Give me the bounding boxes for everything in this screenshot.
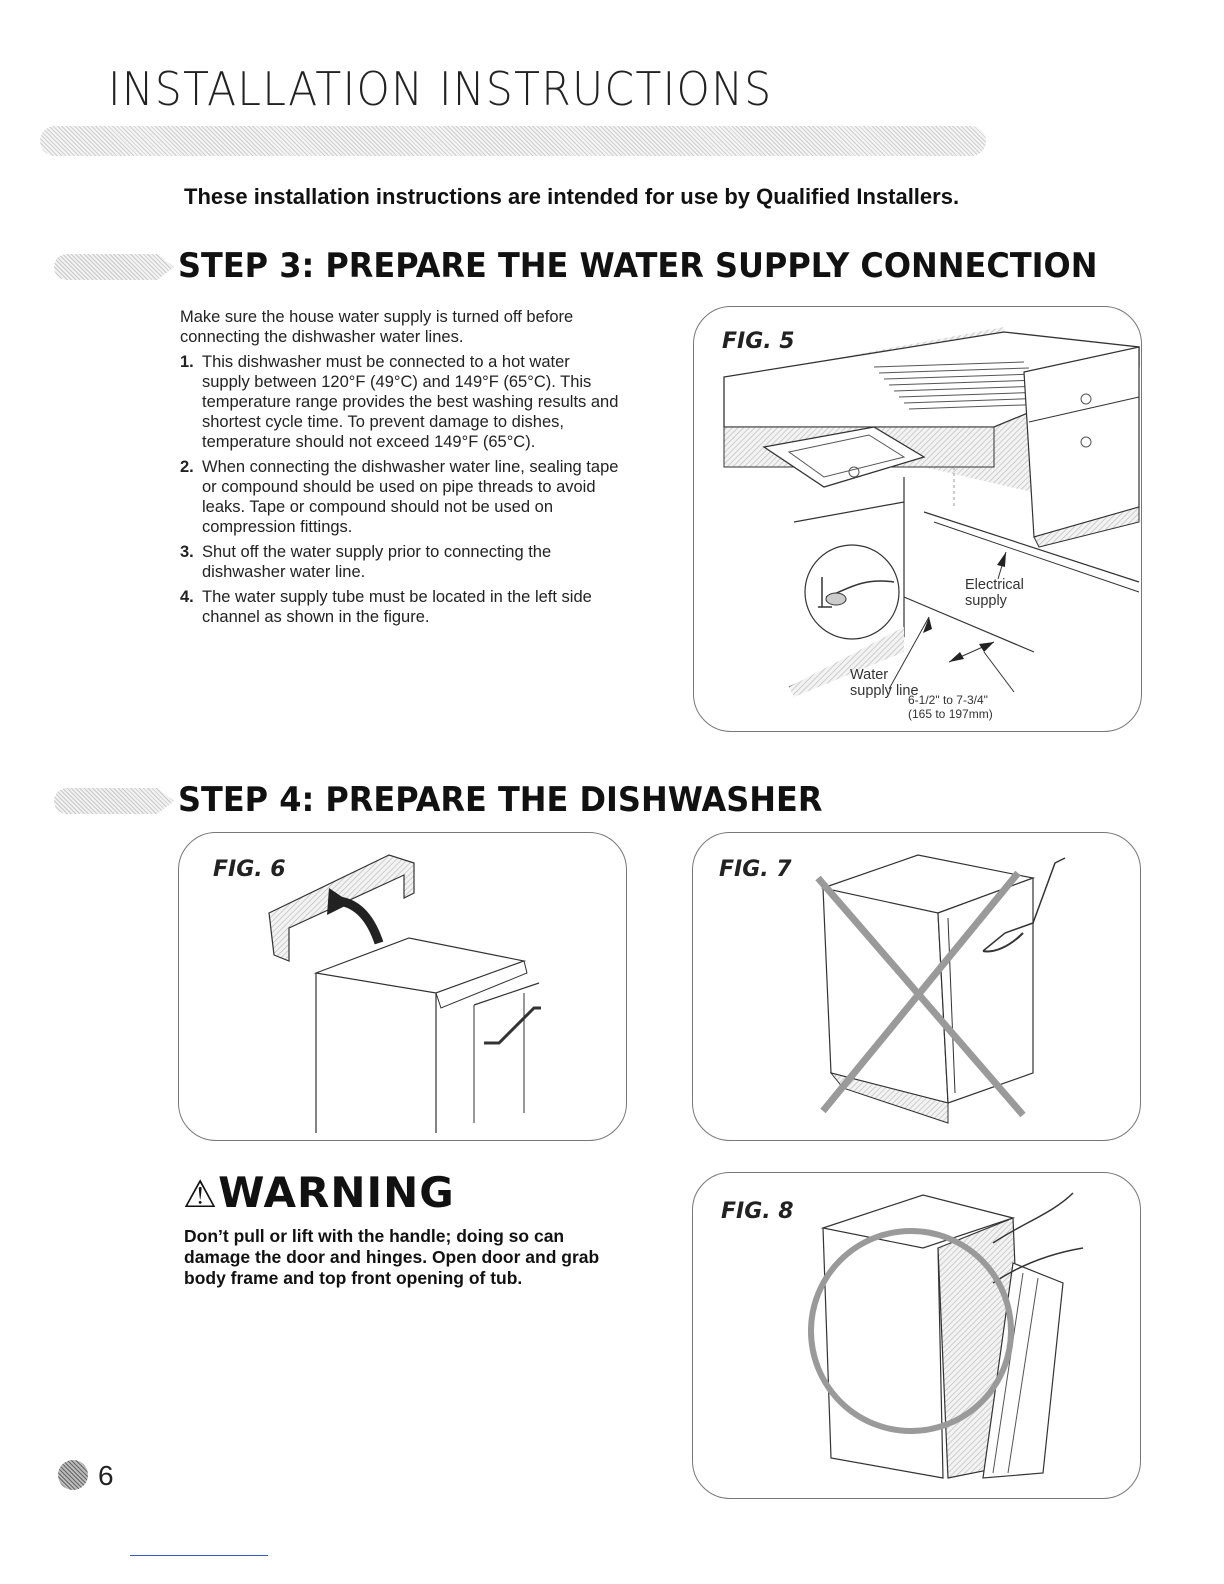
dimension-callout (908, 693, 993, 721)
lg-logo-icon (58, 1460, 88, 1490)
step3-heading: STEP 3: PREPARE THE WATER SUPPLY CONNECTION (178, 246, 1098, 286)
electrical-supply-label-1: Electrical (965, 577, 1024, 593)
fig5-label: FIG. 5 (722, 329, 795, 354)
fig7-label: FIG. 7 (719, 857, 792, 882)
step3-list (180, 352, 620, 632)
title-underline-bar (40, 126, 986, 156)
water-supply-label-1: Water (850, 667, 889, 683)
list-item-text: Shut off the water supply prior to connecting the dishwasher water line. (202, 543, 552, 581)
list-item-number: 2. (180, 458, 194, 476)
fig6-label: FIG. 6 (213, 857, 286, 882)
step4-bullet-icon (54, 788, 174, 814)
fig5-panel (693, 306, 1142, 732)
step3-bullet-icon (54, 254, 174, 280)
list-item (180, 457, 620, 537)
warning-text: Don’t pull or lift with the handle; doing so can damage the door and hinges. Open door and grab body frame and top front opening of tub. (184, 1226, 600, 1288)
step4-heading: STEP 4: PREPARE THE DISHWASHER (178, 780, 823, 820)
warning-title-text: WARNING (218, 1168, 455, 1217)
page-title: INSTALLATION INSTRUCTIONS (108, 62, 773, 116)
fig6-panel (178, 832, 627, 1141)
warning-title (183, 1168, 455, 1217)
list-item-text: When connecting the dishwasher water line, sealing tape or compound should be used on pipe threads to avoid leaks. Tape or compound should not be used on compression fittings. (202, 458, 619, 536)
electrical-supply-callout (965, 577, 1024, 609)
dimension-label-mm: (165 to 197mm) (908, 707, 993, 721)
fig8-panel (692, 1172, 1141, 1499)
list-item-text: This dishwasher must be connected to a hot water supply between 120°F (49°C) and 149°F (65°C). This temperature range provides the best washing results and shortest cycle time. To prevent damage to dishes, temperature should not exceed 149°F (65°C). (202, 353, 619, 451)
list-item (180, 542, 620, 582)
warning-triangle-icon: ⚠ (183, 1172, 219, 1216)
step3-intro: Make sure the house water supply is turned off before connecting the dishwasher water lines. (180, 308, 574, 346)
list-item (180, 587, 620, 627)
page-number: 6 (98, 1460, 114, 1491)
list-item-number: 1. (180, 353, 194, 371)
dimension-label-inches: 6-1/2" to 7-3/4" (908, 693, 988, 707)
fig7-panel (692, 832, 1141, 1141)
list-item (180, 352, 620, 452)
fig8-label: FIG. 8 (721, 1199, 794, 1224)
footer-rule (130, 1555, 268, 1556)
list-item-text: The water supply tube must be located in the left side channel as shown in the figure. (202, 588, 592, 626)
list-item-number: 3. (180, 543, 194, 561)
electrical-supply-label-2: supply (965, 593, 1007, 609)
water-supply-label-2: supply line (850, 683, 919, 699)
qualified-installers-notice: These installation instructions are intended for use by Qualified Installers. (184, 184, 960, 209)
list-item-number: 4. (180, 588, 194, 606)
